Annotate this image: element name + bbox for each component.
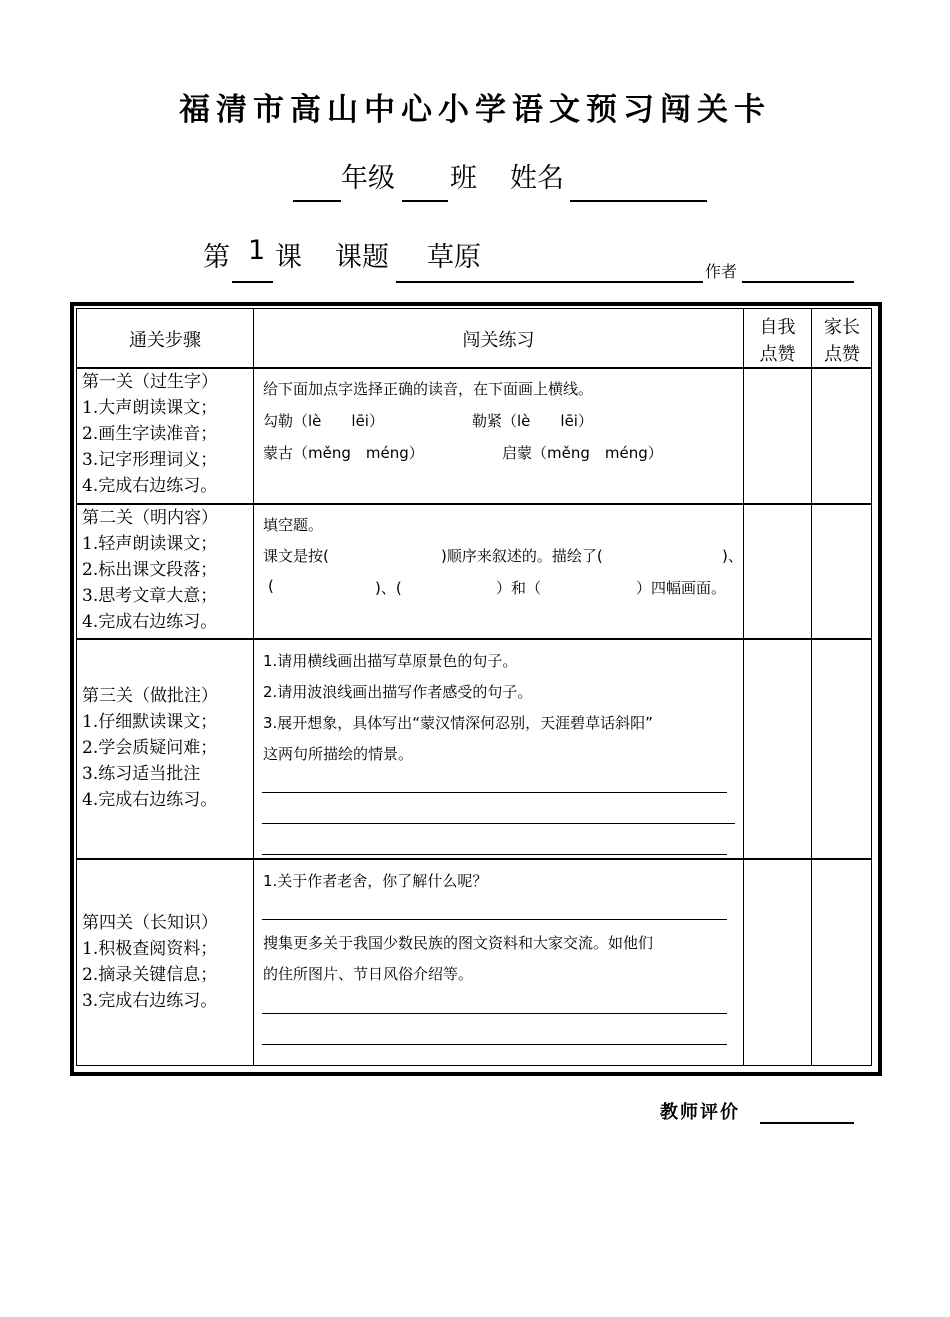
stage-title: 第二关（明内容） xyxy=(82,508,218,528)
step-item: 1.积极查阅资料； xyxy=(82,939,218,959)
step-item: 1.大声朗读课文； xyxy=(82,398,218,418)
step-item: 4.完成右边练习。 xyxy=(82,612,218,632)
class-blank[interactable] xyxy=(402,200,448,202)
exercise-3-q1: 1.请用横线画出描写草原景色的句子。 xyxy=(263,652,518,670)
exercise-4-q2: 搜集更多关于我国少数民族的图文资料和大家交流。如他们 xyxy=(263,934,654,952)
stage-3 xyxy=(82,683,218,813)
exercise-2-line2-c: ）和（ xyxy=(496,579,542,597)
step-item: 4.完成右边练习。 xyxy=(82,476,218,496)
exercise-2-line2-d: ）四幅画面。 xyxy=(636,579,727,597)
col-divider xyxy=(253,308,254,1066)
step-item: 4.完成右边练习。 xyxy=(82,790,218,810)
class-label: 班 xyxy=(450,163,477,194)
name-blank[interactable] xyxy=(570,200,707,202)
answer-line[interactable] xyxy=(262,823,735,824)
author-blank[interactable] xyxy=(742,281,854,283)
step-item: 1.仔细默读课文； xyxy=(82,712,218,732)
header-parent-praise-1: 家长 xyxy=(824,317,860,338)
exercise-1-item: 勒紧（lè lēi） xyxy=(472,412,593,430)
answer-line[interactable] xyxy=(262,792,727,793)
name-label: 姓名 xyxy=(510,163,564,194)
exercise-4-q2-cont: 的住所图片、节日风俗介绍等。 xyxy=(263,965,474,983)
lesson-topic: 草原 xyxy=(427,242,481,273)
stage-title: 第三关（做批注） xyxy=(82,686,218,706)
step-item: 3.完成右边练习。 xyxy=(82,991,218,1011)
exercise-3-q3: 3.展开想象，具体写出“蒙汉情深何忍别，天涯碧草话斜阳” xyxy=(263,714,653,732)
exercise-3-q2: 2.请用波浪线画出描写作者感受的句子。 xyxy=(263,683,533,701)
teacher-eval-label: 教师评价 xyxy=(660,1102,740,1123)
step-item: 1.轻声朗读课文； xyxy=(82,534,218,554)
header-self-praise-2: 点赞 xyxy=(759,344,796,365)
exercise-1-item: 蒙古（měng méng） xyxy=(263,444,424,462)
exercise-2-line2-a: ( xyxy=(268,577,274,595)
stage-title: 第一关（过生字） xyxy=(82,372,218,392)
author-label: 作者 xyxy=(705,262,738,281)
step-item: 3.思考文章大意； xyxy=(82,586,218,606)
exercise-2-line1-b: )顺序来叙述的。描绘了( xyxy=(441,547,603,565)
step-item: 2.画生字读准音； xyxy=(82,424,218,444)
lesson-number: 1 xyxy=(248,235,266,266)
grade-blank[interactable] xyxy=(293,200,341,202)
answer-line[interactable] xyxy=(262,1044,727,1045)
header-steps: 通关步骤 xyxy=(129,330,201,351)
exercise-4-q1: 1.关于作者老舍，你了解什么呢？ xyxy=(263,872,488,890)
stage-2 xyxy=(82,505,218,635)
exercise-1-item: 勾勒（lè lēi） xyxy=(263,412,384,430)
exercise-2-line1-c: )、 xyxy=(722,547,743,565)
step-item: 2.学会质疑问难； xyxy=(82,738,218,758)
stage-title: 第四关（长知识） xyxy=(82,913,218,933)
exercise-2-line2-b: )、( xyxy=(375,579,402,597)
col-divider xyxy=(743,308,744,1066)
step-item: 2.摘录关键信息； xyxy=(82,965,218,985)
header-self-praise-1: 自我 xyxy=(759,317,796,338)
teacher-eval-blank[interactable] xyxy=(760,1122,854,1124)
answer-line[interactable] xyxy=(262,919,727,920)
answer-line[interactable] xyxy=(262,1013,727,1014)
lesson-prefix: 第 xyxy=(203,242,230,273)
exercise-2-line1-a: 课文是按( xyxy=(263,547,329,565)
step-item: 3.记字形理词义； xyxy=(82,450,218,470)
topic-label: 课题 xyxy=(335,242,389,273)
stage-4 xyxy=(82,910,218,1014)
grade-label: 年级 xyxy=(341,163,395,194)
header-exercise: 闯关练习 xyxy=(462,330,535,351)
header-parent-praise-2: 点赞 xyxy=(824,344,860,365)
row-divider xyxy=(76,638,872,640)
step-item: 3.练习适当批注 xyxy=(82,764,201,784)
step-item: 2.标出课文段落； xyxy=(82,560,218,580)
exercise-2-instruction: 填空题。 xyxy=(263,516,324,534)
exercise-1-item: 启蒙（měng méng） xyxy=(502,444,663,462)
lesson-number-underline xyxy=(232,281,273,283)
page-title: 福清市高山中心小学语文预习闯关卡 xyxy=(179,92,771,128)
lesson-suffix: 课 xyxy=(275,242,302,273)
stage-1 xyxy=(82,369,218,499)
col-divider xyxy=(811,308,812,1066)
topic-underline xyxy=(396,281,703,283)
answer-line[interactable] xyxy=(262,854,727,855)
exercise-3-q3-cont: 这两句所描绘的情景。 xyxy=(263,745,414,763)
exercise-1-instruction: 给下面加点字选择正确的读音，在下面画上横线。 xyxy=(263,380,594,398)
row-divider xyxy=(76,858,872,860)
